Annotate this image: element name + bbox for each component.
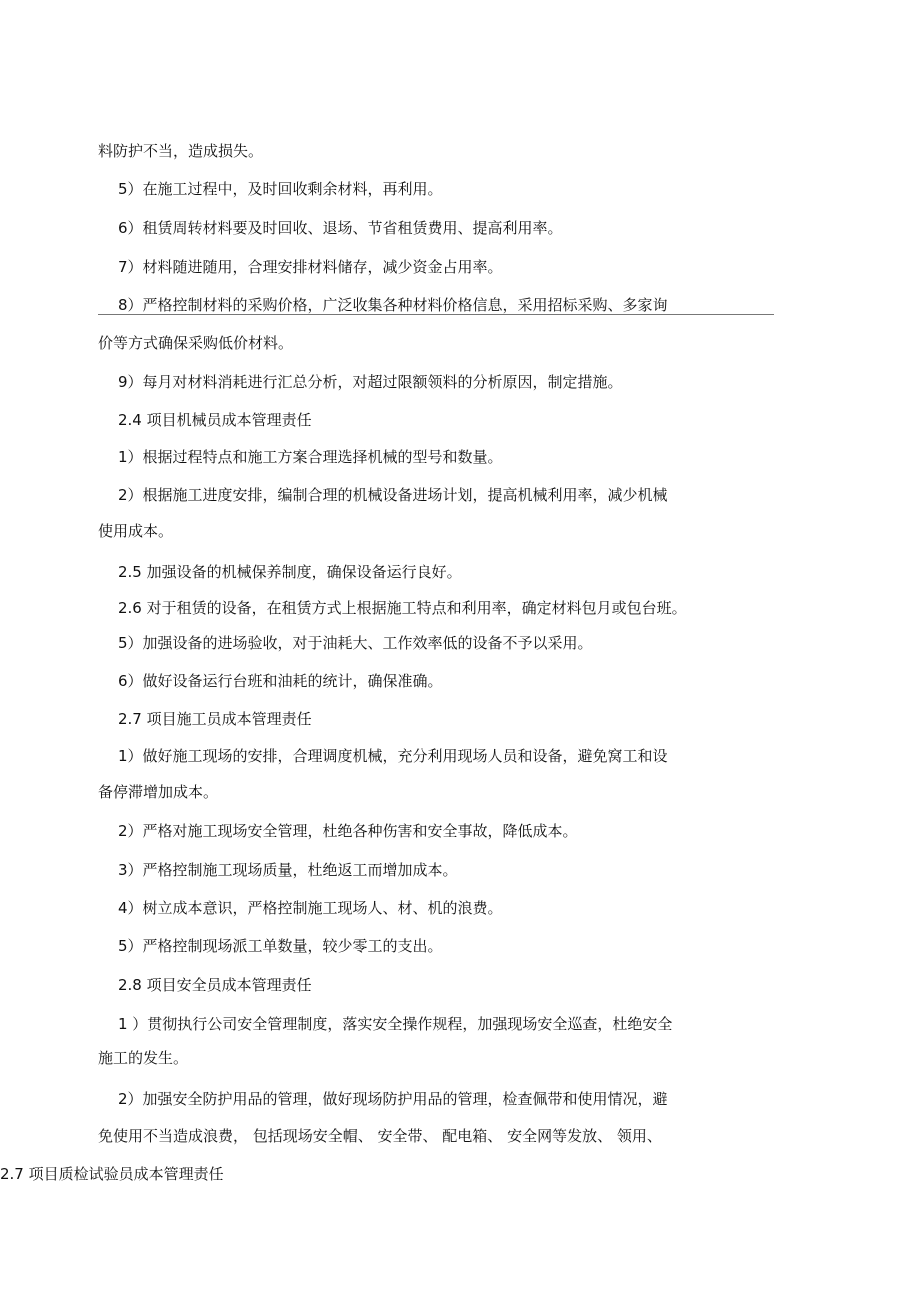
section-heading: 2.5 加强设备的机械保养制度，确保设备运行良好。 <box>118 563 462 581</box>
list-item: 3）严格控制施工现场质量，杜绝返工而增加成本。 <box>118 861 458 879</box>
list-item: 9）每月对材料消耗进行汇总分析，对超过限额领料的分析原因，制定措施。 <box>118 373 623 391</box>
text-line: 免使用不当造成浪费， 包括现场安全帽、 安全带、 配电箱、 安全网等发放、 领用、 <box>98 1127 662 1145</box>
list-item: 7）材料随进随用，合理安排材料储存，减少资金占用率。 <box>118 258 503 276</box>
text-line: 备停滞增加成本。 <box>98 783 219 801</box>
section-heading: 2.7 项目质检试验员成本管理责任 <box>0 1165 224 1183</box>
list-item: 5）严格控制现场派工单数量，较少零工的支出。 <box>118 937 443 955</box>
section-heading: 2.7 项目施工员成本管理责任 <box>118 710 312 728</box>
list-item: 5）在施工过程中，及时回收剩余材料，再利用。 <box>118 180 443 198</box>
list-item: 4）树立成本意识，严格控制施工现场人、材、机的浪费。 <box>118 899 503 917</box>
list-item: 6）租赁周转材料要及时回收、退场、节省租赁费用、提高利用率。 <box>118 219 563 237</box>
section-heading: 2.4 项目机械员成本管理责任 <box>118 411 312 429</box>
text-line: 料防护不当，造成损失。 <box>98 142 264 160</box>
list-item: 2）严格对施工现场安全管理，杜绝各种伤害和安全事故，降低成本。 <box>118 822 578 840</box>
text-line: 使用成本。 <box>98 522 174 540</box>
list-item: 8）严格控制材料的采购价格，广泛收集各种材料价格信息，采用招标采购、多家询 <box>118 296 668 314</box>
horizontal-rule <box>98 314 774 315</box>
list-item: 1 ）贯彻执行公司安全管理制度，落实安全操作规程，加强现场安全巡查，杜绝安全 <box>118 1015 673 1033</box>
list-item: 1）根据过程特点和施工方案合理选择机械的型号和数量。 <box>118 448 503 466</box>
section-heading: 2.8 项目安全员成本管理责任 <box>118 976 312 994</box>
list-item: 5）加强设备的进场验收，对于油耗大、工作效率低的设备不予以采用。 <box>118 634 593 652</box>
section-heading: 2.6 对于租赁的设备，在租赁方式上根据施工特点和利用率，确定材料包月或包台班。 <box>118 599 687 617</box>
list-item: 2）根据施工进度安排，编制合理的机械设备进场计划，提高机械利用率，减少机械 <box>118 486 668 504</box>
text-line: 价等方式确保采购低价材料。 <box>98 334 294 352</box>
list-item: 2）加强安全防护用品的管理，做好现场防护用品的管理，检查佩带和使用情况，避 <box>118 1090 668 1108</box>
list-item: 1）做好施工现场的安排，合理调度机械，充分利用现场人员和设备，避免窝工和设 <box>118 747 668 765</box>
list-item: 6）做好设备运行台班和油耗的统计，确保准确。 <box>118 672 443 690</box>
text-line: 施工的发生。 <box>98 1049 189 1067</box>
